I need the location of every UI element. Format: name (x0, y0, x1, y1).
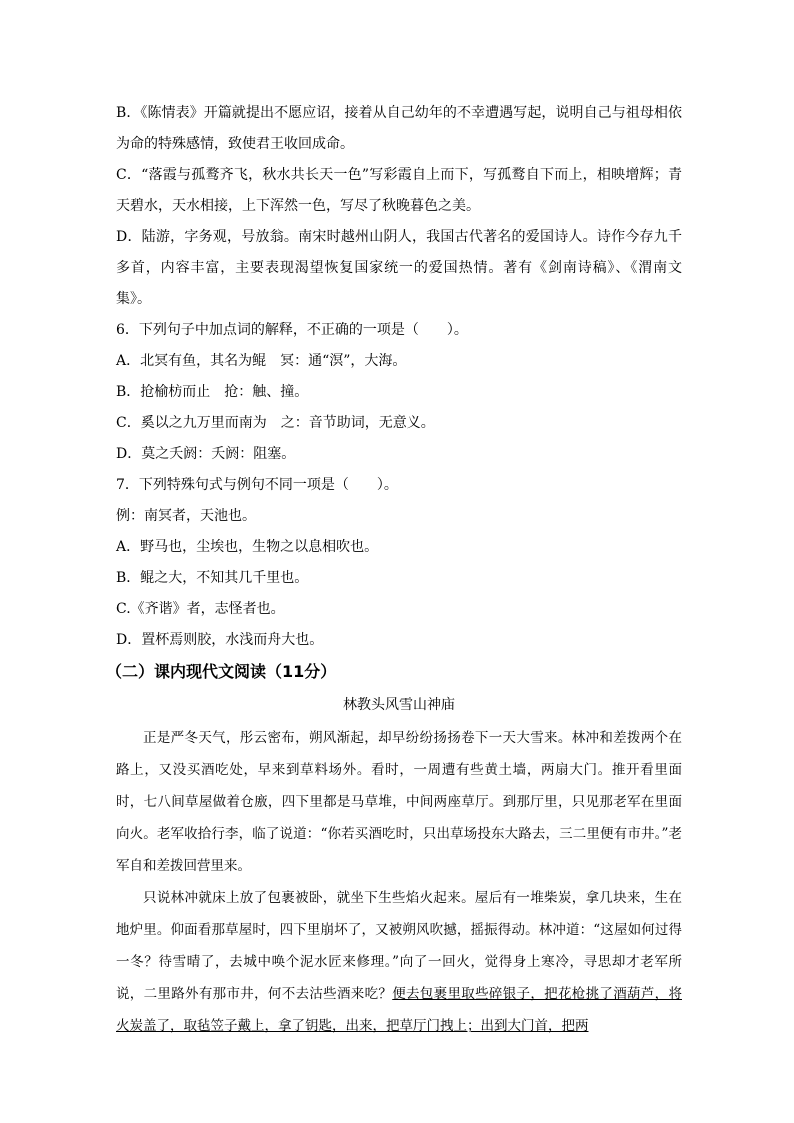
option-b-chenqingbiao: B．《陈情表》开篇就提出不愿应诏，接着从自己幼年的不幸遭遇写起，说明自己与祖母相依为命的特殊感情，致使君王收回成命。 (116, 105, 682, 152)
passage-underlined-sentence: 便去包裹里取些碎银子，把花枪挑了酒葫芦，将火炭盖了，取毡笠子戴上，拿了钥匙，出来，把草厅门拽上；出到大门首，把两 (116, 986, 682, 1034)
question-7-option-d: D．置杯焉则胶，水浅而舟大也。 (116, 632, 324, 648)
option-c-luoxia: C．“落霞与孤鹜齐飞，秋水共长天一色”写彩霞自上而下，写孤鹜自下而上，相映增辉；青天碧水，天水相接，上下浑然一色，写尽了秋晚暮色之美。 (116, 167, 682, 214)
option-d-luyou: D．陆游，字务观，号放翁。南宋时越州山阴人，我国古代著名的爱国诗人。诗作今存九千多首，内容丰富，主要表现渴望恢复国家统一的爱国热情。著有《剑南诗稿》、《渭南文集》。 (116, 229, 682, 307)
document-content (106, 98, 682, 1042)
question-7-option-a: A．野马也，尘埃也，生物之以息相吹也。 (116, 539, 379, 555)
question-6-option-c: C．奚以之九万里而南为 之：音节助词，无意义。 (116, 415, 435, 431)
question-7-example: 例：南冥者，天池也。 (116, 508, 256, 524)
question-7-stem: 7．下列特殊句式与例句不同一项是（ ）。 (116, 477, 398, 493)
question-6-option-a: A．北冥有鱼，其名为鲲 冥：通“溟”，大海。 (116, 353, 407, 369)
question-6-option-d: D．莫之夭阏：夭阏：阻塞。 (116, 446, 296, 462)
question-7-option-c: C.《齐谐》者，志怪者也。 (116, 601, 285, 617)
question-6-option-b: B．抢榆枋而止 抢：触、撞。 (116, 384, 309, 400)
passage-paragraph-2-text: 只说林冲就床上放了包裹被卧，就坐下生些焰火起来。屋后有一堆柴炭，拿几块来，生在地炉里。仰面看那草屋时，四下里崩坏了，又被朔风吹撼，摇振得动。林冲道：“这屋如何过得一冬？待雪晴了，去城中唤个泥水匠来修理。”向了一回火，觉得身上寒冷，寻思却才老军所说，二里路外有那市井，何不去沽些酒来吃？ (116, 890, 682, 1002)
passage-title: 林教头风雪山神庙 (343, 697, 455, 713)
passage-paragraph-1: 正是严冬天气，彤云密布，朔风渐起，却早纷纷扬扬卷下一天大雪来。林冲和差拨两个在路上，又没买酒吃处，早来到草料场外。看时，一周遭有些黄土墙，两扇大门。推开看里面时，七八间草屋做着仓廒，四下里都是马草堆，中间两座草厅。到那厅里，只见那老军在里面向火。老军收拾行李，临了说道：“你若买酒吃时，只出草场投东大路去，三二里便有市井。”老军自和差拨回营里来。 (116, 730, 682, 874)
section-heading: （二）课内现代文阅读（11分） (106, 662, 337, 681)
question-7-option-b: B．鲲之大，不知其几千里也。 (116, 570, 309, 586)
question-6-stem: 6．下列句子中加点词的解释，不正确的一项是（ ）。 (116, 322, 468, 338)
passage-paragraph-2 (116, 882, 682, 1042)
